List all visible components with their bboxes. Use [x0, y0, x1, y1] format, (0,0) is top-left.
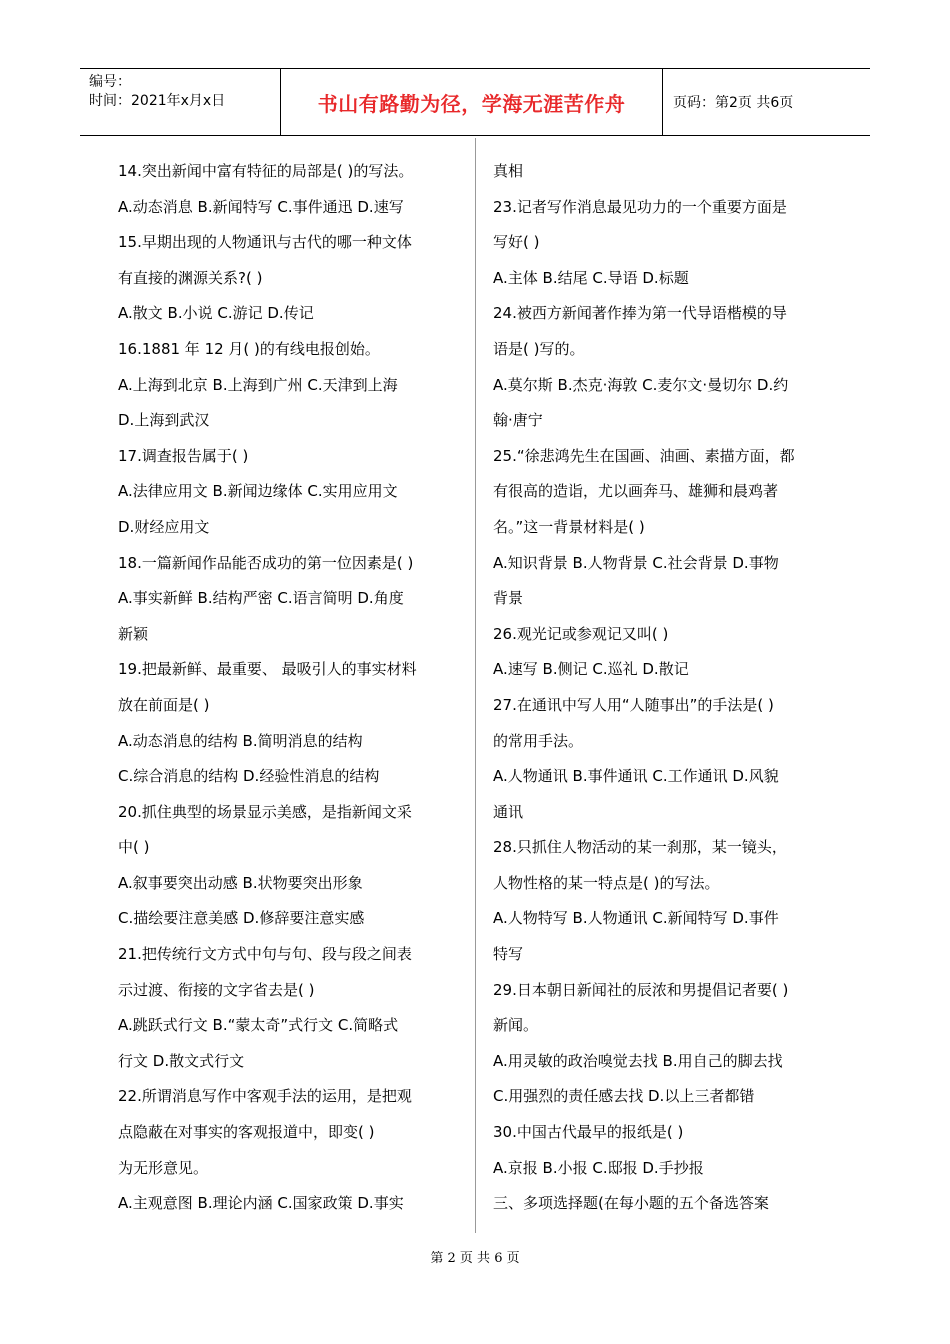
- text-line: A.动态消息的结构 B.简明消息的结构: [118, 731, 363, 750]
- text-line: 有直接的渊源关系?( ): [118, 268, 263, 287]
- text-line: 三、多项选择题(在每小题的五个备选答案: [493, 1194, 769, 1213]
- text-line: 背景: [493, 589, 524, 608]
- text-line: 26.观光记或参观记又叫( ): [493, 624, 669, 643]
- text-line: 点隐蔽在对事实的客观报道中，即变( ): [118, 1123, 375, 1142]
- header-meta: [80, 69, 281, 135]
- text-line: A.人物通讯 B.事件通讯 C.工作通讯 D.风貌: [493, 767, 779, 786]
- page-header: [80, 68, 870, 136]
- page-footer: 第 2 页 共 6 页: [430, 1251, 520, 1266]
- text-line: 的常用手法。: [493, 731, 584, 750]
- text-line: A.叙事要突出动感 B.状物要突出形象: [118, 873, 363, 892]
- text-line: 真相: [493, 162, 524, 180]
- text-line: 19.把最新鲜、最重要、 最吸引人的事实材料: [118, 660, 417, 679]
- text-line: C.描绘要注意美感 D.修辞要注意实感: [118, 909, 365, 928]
- text-line: C.用强烈的责任感去找 D.以上三者都错: [493, 1087, 755, 1106]
- text-line: 29.日本朝日新闻社的辰浓和男提倡记者要( ): [493, 980, 789, 999]
- text-line: 21.把传统行文方式中句与句、段与段之间表: [118, 945, 412, 964]
- document-time-label: 时间：2021年x月x日: [89, 93, 226, 109]
- text-line: 16.1881 年 12 月( )的有线电报创始。: [118, 339, 380, 358]
- text-line: 20.抓住典型的场景显示美感，是指新闻文采: [118, 802, 412, 821]
- text-line: 为无形意见。: [118, 1158, 209, 1177]
- text-line: A.京报 B.小报 C.邸报 D.手抄报: [493, 1158, 704, 1177]
- text-line: A.人物特写 B.人物通讯 C.新闻特写 D.事件: [493, 909, 779, 928]
- text-line: 新闻。: [493, 1016, 539, 1035]
- text-line: A.事实新鲜 B.结构严密 C.语言简明 D.角度: [118, 589, 404, 608]
- text-line: 24.被西方新闻著作捧为第一代导语楷模的导: [493, 304, 787, 323]
- text-line: A.上海到北京 B.上海到广州 C.天津到上海: [118, 375, 398, 394]
- left-column: [118, 154, 460, 1222]
- text-line: D.财经应用文: [118, 517, 210, 536]
- header-motto: 书山有路勤为径，学海无涯苦作舟: [281, 69, 663, 135]
- text-line: 新颖: [118, 624, 149, 643]
- text-line: 特写: [493, 945, 524, 964]
- text-line: D.上海到武汉: [118, 411, 210, 430]
- text-line: 翰·唐宁: [493, 411, 543, 430]
- text-line: 中( ): [118, 838, 150, 857]
- text-line: 写好( ): [493, 233, 540, 252]
- text-line: 名。”这一背景材料是( ): [493, 517, 645, 536]
- text-line: A.跳跃式行文 B.“蒙太奇”式行文 C.简略式: [118, 1016, 399, 1035]
- text-line: 示过渡、衔接的文字省去是( ): [118, 980, 315, 999]
- text-line: 15.早期出现的人物通讯与古代的哪一种文体: [118, 233, 412, 252]
- document-number-label: 编号：: [89, 74, 131, 90]
- text-line: 放在前面是( ): [118, 695, 210, 714]
- header-page-info: 页码：第2页 共6页: [673, 95, 794, 111]
- text-line: 18.一篇新闻作品能否成功的第一位因素是( ): [118, 553, 414, 572]
- text-line: 语是( )写的。: [493, 339, 585, 358]
- text-line: 23.记者写作消息最见功力的一个重要方面是: [493, 197, 787, 216]
- text-line: C.综合消息的结构 D.经验性消息的结构: [118, 767, 380, 786]
- text-line: A.莫尔斯 B.杰克·海敦 C.麦尔文·曼切尔 D.约: [493, 375, 789, 394]
- text-line: 22.所谓消息写作中客观手法的运用，是把观: [118, 1087, 412, 1106]
- text-line: A.速写 B.侧记 C.巡礼 D.散记: [493, 660, 689, 679]
- text-line: 有很高的造诣，尤以画奔马、雄狮和晨鸡著: [493, 482, 779, 501]
- column-divider: [475, 138, 476, 1233]
- text-line: 17.调查报告属于( ): [118, 446, 249, 465]
- text-line: 25.“徐悲鸿先生在国画、油画、素描方面，都: [493, 446, 795, 465]
- text-line: A.主观意图 B.理论内涵 C.国家政策 D.事实: [118, 1194, 404, 1213]
- text-line: A.用灵敏的政治嗅觉去找 B.用自己的脚去找: [493, 1051, 783, 1070]
- text-line: 通讯: [493, 802, 524, 821]
- text-line: A.动态消息 B.新闻特写 C.事件通迅 D.速写: [118, 197, 404, 216]
- right-column: [493, 154, 835, 1222]
- text-line: A.散文 B.小说 C.游记 D.传记: [118, 304, 314, 323]
- text-line: 行文 D.散文式行文: [118, 1051, 245, 1070]
- text-line: 30.中国古代最早的报纸是( ): [493, 1123, 684, 1142]
- text-line: 28.只抓住人物活动的某一刹那，某一镜头，: [493, 838, 787, 857]
- text-line: 14.突出新闻中富有特征的局部是( )的写法。: [118, 162, 414, 180]
- text-line: 人物性格的某一特点是( )的写法。: [493, 873, 720, 892]
- text-line: 27.在通讯中写人用“人随事出”的手法是( ): [493, 695, 774, 714]
- text-line: A.知识背景 B.人物背景 C.社会背景 D.事物: [493, 553, 779, 572]
- text-line: A.主体 B.结尾 C.导语 D.标题: [493, 268, 689, 287]
- text-line: A.法律应用文 B.新闻边缘体 C.实用应用文: [118, 482, 398, 501]
